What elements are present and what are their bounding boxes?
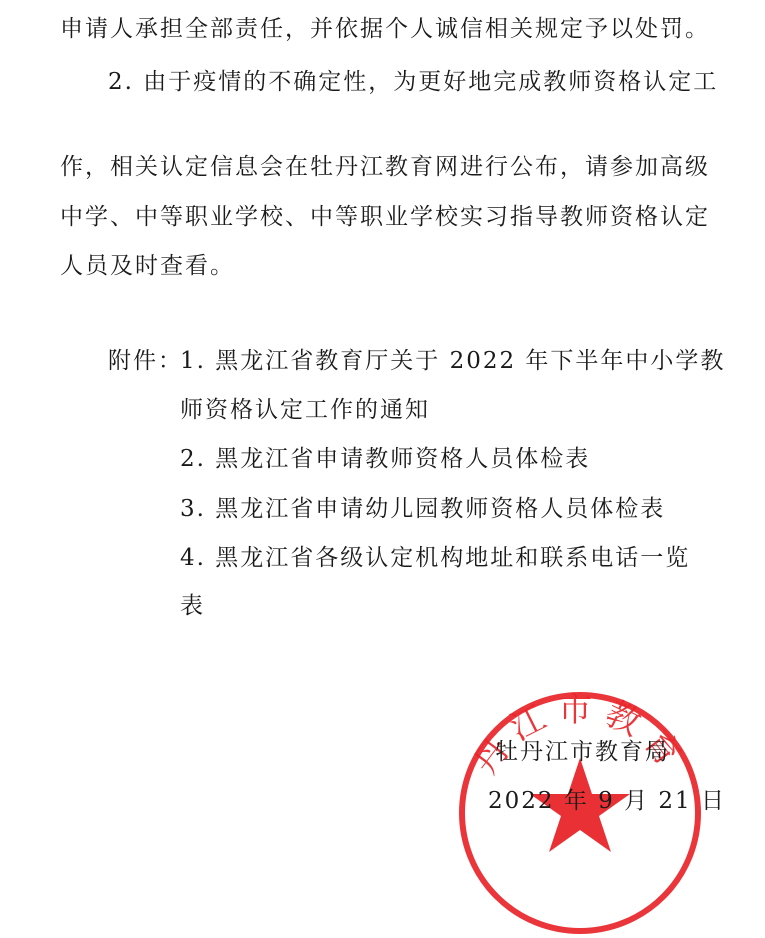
seal-text: 丹江市教育 <box>465 690 695 783</box>
paragraph-2-line-2: 作，相关认定信息会在牡丹江教育网进行公布，请参加高级 <box>60 154 710 180</box>
attachment-4-line-1: 4. 黑龙江省各级认定机构地址和联系电话一览 <box>180 545 691 571</box>
paragraph-1-tail: 申请人承担全部责任，并依据个人诚信相关规定予以处罚。 <box>60 16 710 42</box>
signature-organization: 牡丹江市教育局 <box>495 739 670 765</box>
paragraph-2-line-3: 中学、中等职业学校、中等职业学校实习指导教师资格认定 <box>60 204 710 230</box>
attachment-1-line-1: 1. 黑龙江省教育厅关于 2022 年下半年中小学教 <box>180 348 726 374</box>
paragraph-2-line-1: 2. 由于疫情的不确定性，为更好地完成教师资格认定工 <box>108 69 719 95</box>
attachment-4-line-2: 表 <box>180 593 205 619</box>
attachments-label: 附件： <box>108 348 183 374</box>
signature-date: 2022 年 9 月 21 日 <box>488 788 726 814</box>
attachment-2: 2. 黑龙江省申请教师资格人员体检表 <box>180 446 591 472</box>
attachment-1-line-2: 师资格认定工作的通知 <box>180 397 430 423</box>
paragraph-2-line-4: 人员及时查看。 <box>60 253 235 279</box>
attachment-3: 3. 黑龙江省申请幼儿园教师资格人员体检表 <box>180 496 666 522</box>
